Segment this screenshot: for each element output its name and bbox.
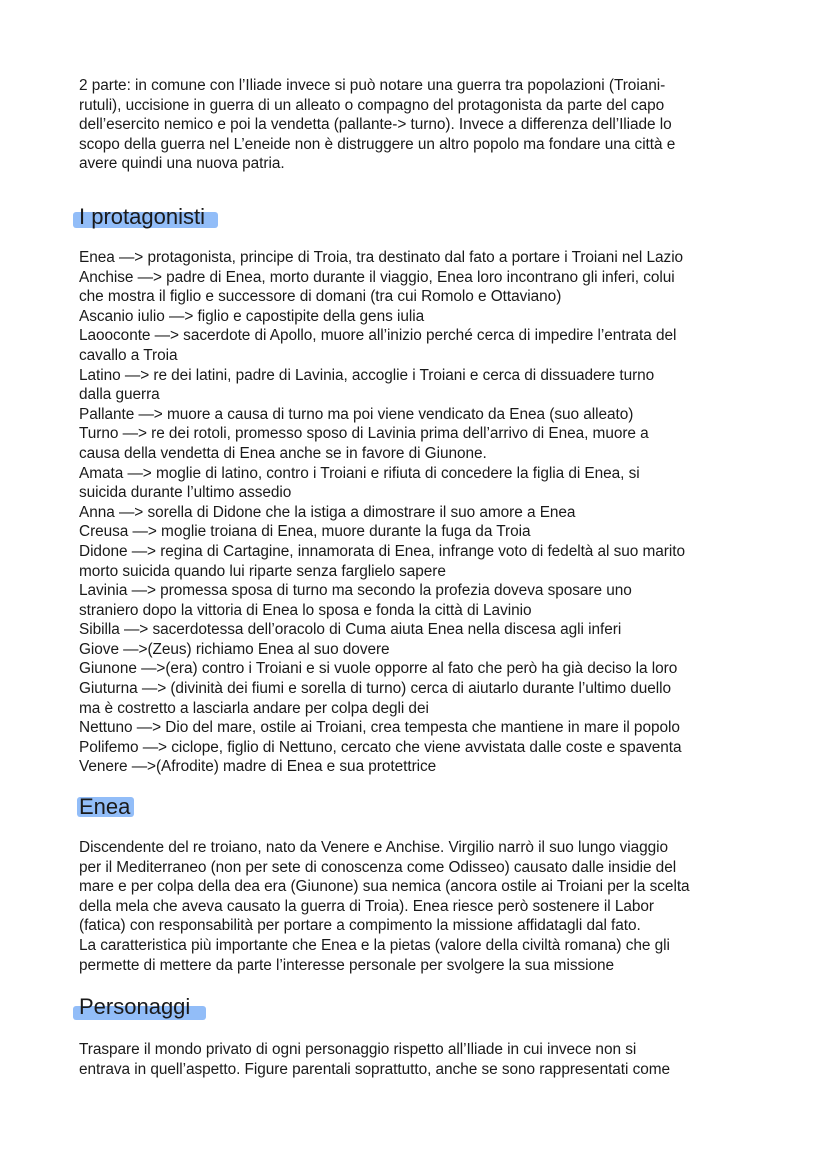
heading-personaggi: Personaggi: [79, 994, 191, 1019]
list-line: Anchise —> padre di Enea, morto durante il viaggio, Enea loro incontrano gli inferi, colui: [79, 268, 675, 286]
list-line: Sibilla —> sacerdotessa dell’oracolo di Cuma aiuta Enea nella discesa agli inferi: [79, 621, 622, 639]
list-line: Anna —> sorella di Didone che la istiga a dimostrare il suo amore a Enea: [79, 503, 576, 521]
list-line: Creusa —> moglie troiana di Enea, muore durante la fuga da Troia: [79, 523, 531, 541]
list-line: ma è costretto a lasciarla andare per colpa degli dei: [79, 699, 429, 717]
list-line: dalla guerra: [79, 386, 160, 404]
list-line: Giuturna —> (divinità dei fiumi e sorella di turno) cerca di aiutarlo durante l’ultimo duello: [79, 680, 672, 698]
text-line: della mela che aveva causato la guerra di Troia). Enea riesce però sostenere il Labor: [79, 897, 654, 915]
list-line: causa della vendetta di Enea anche se in favore di Giunone.: [79, 444, 487, 462]
list-line: Giunone —>(era) contro i Troiani e si vuole opporre al fato che però ha già deciso la loro: [79, 660, 678, 678]
text-line: (fatica) con responsabilità per portare a compimento la missione affidatagli dal fato.: [79, 917, 641, 935]
text-line: rutuli), uccisione in guerra di un alleato o compagno del protagonista da parte del capo: [79, 96, 665, 114]
list-line: cavallo a Troia: [79, 346, 178, 364]
text-line: dell’esercito nemico e poi la vendetta (pallante-> turno). Invece a differenza dell’Iliade lo: [79, 116, 672, 134]
list-line: morto suicida quando lui riparte senza farglielo sapere: [79, 562, 446, 580]
text-line: permette di mettere da parte l’interesse personale per svolgere la sua missione: [79, 956, 615, 974]
text-line: scopo della guerra nel L’eneide non è distruggere un altro popolo ma fondare una città e: [79, 135, 676, 153]
list-line: Nettuno —> Dio del mare, ostile ai Troiani, crea tempesta che mantiene in mare il popolo: [79, 719, 680, 737]
heading-protagonisti: I protagonisti: [79, 204, 205, 229]
list-line: Ascanio iulio —> figlio e capostipite della gens iulia: [79, 307, 425, 325]
personaggi-paragraph: [79, 1040, 759, 1079]
list-line: Turno —> re dei rotoli, promesso sposo di Lavinia prima dell’arrivo di Enea, muore a: [79, 425, 649, 443]
text-line: Discendente del re troiano, nato da Venere e Anchise. Virgilio narrò il suo lungo viaggio: [79, 839, 669, 856]
list-line: che mostra il figlio e successore di domani (tra cui Romolo e Ottaviano): [79, 288, 562, 306]
list-line: Amata —> moglie di latino, contro i Troiani e rifiuta di concedere la figlia di Enea, si: [79, 464, 640, 482]
list-line: Latino —> re dei latini, padre di Lavinia, accoglie i Troiani e cerca di dissuadere turno: [79, 366, 655, 384]
list-line: straniero dopo la vittoria di Enea lo sposa e fonda la città di Lavinio: [79, 601, 532, 619]
intro-paragraph: [79, 76, 759, 174]
list-line: Giove —>(Zeus) richiamo Enea al suo dovere: [79, 640, 390, 658]
text-line: 2 parte: in comune con l’Iliade invece si può notare una guerra tra popolazioni (Troiani-: [79, 77, 666, 94]
list-line: Laooconte —> sacerdote di Apollo, muore all’inizio perché cerca di impedire l’entrata del: [79, 327, 677, 345]
enea-paragraph: [79, 838, 759, 975]
list-line: Enea —> protagonista, principe di Troia, tra destinato dal fato a portare i Troiani nel Lazio: [79, 249, 684, 266]
text-line: entrava in quell’aspetto. Figure parentali soprattutto, anche se sono rappresentati come: [79, 1060, 671, 1078]
list-line: Lavinia —> promessa sposa di turno ma secondo la profezia doveva sposare uno: [79, 582, 632, 600]
text-line: Traspare il mondo privato di ogni personaggio rispetto all’Iliade in cui invece non si: [79, 1041, 637, 1058]
list-line: Polifemo —> ciclope, figlio di Nettuno, cercato che viene avvistata dalle coste e spaventa: [79, 738, 682, 756]
list-line: Venere —>(Afrodite) madre di Enea e sua protettrice: [79, 758, 437, 776]
text-line: per il Mediterraneo (non per sete di conoscenza come Odisseo) causato dalle insidie del: [79, 858, 677, 876]
text-line: La caratteristica più importante che Enea e la pietas (valore della civiltà romana) che gli: [79, 936, 670, 954]
text-line: avere quindi una nuova patria.: [79, 155, 285, 173]
list-line: Didone —> regina di Cartagine, innamorata di Enea, infrange voto di fedeltà al suo marito: [79, 542, 685, 560]
protagonisti-list: [79, 248, 759, 777]
list-line: Pallante —> muore a causa di turno ma poi viene vendicato da Enea (suo alleato): [79, 405, 634, 423]
list-line: suicida durante l’ultimo assedio: [79, 484, 292, 502]
heading-enea: Enea: [79, 794, 131, 819]
text-line: mare e per colpa della dea era (Giunone) sua nemica (ancora ostile ai Troiani per la scelta: [79, 878, 690, 896]
